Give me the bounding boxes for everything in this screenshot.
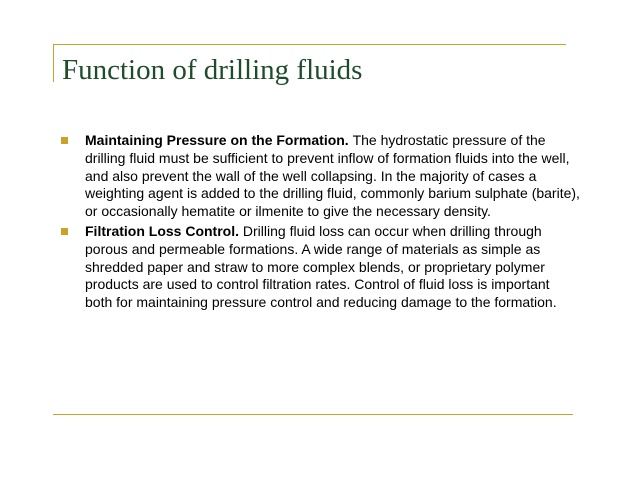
item-text: Drilling fluid loss can occur when drilling through porous and permeable formations. A wide range of materials as simple as shredded paper and straw to more complex blends, or proprietary polymer products are used to control filtration rates. Control of fluid loss is important both for maintaining pressure control and reducing damage to the formation. <box>85 222 557 311</box>
left-rule <box>53 44 54 82</box>
top-rule <box>53 44 566 45</box>
square-bullet-icon <box>61 228 68 235</box>
item-heading: Maintaining Pressure on the Formation. <box>85 132 353 148</box>
list-item-filtration <box>60 223 580 312</box>
item-heading: Filtration Loss Control. <box>85 222 243 239</box>
slide-title: Function of drilling fluids <box>62 54 363 86</box>
bullet-list <box>60 132 580 314</box>
bottom-rule <box>53 414 573 415</box>
item-text: The hydrostatic pressure of the drilling fluid must be sufficient to prevent inflow of formation fluids into the well, and also prevent the wall of the well collapsing. In the majority of cases a weighting agent is added to the drilling fluid, commonly barium sulphate (barite), or occasionally hematite or ilmenite to give the necessary density. <box>85 132 580 220</box>
list-item-pressure <box>60 132 580 221</box>
square-bullet-icon <box>61 137 68 144</box>
